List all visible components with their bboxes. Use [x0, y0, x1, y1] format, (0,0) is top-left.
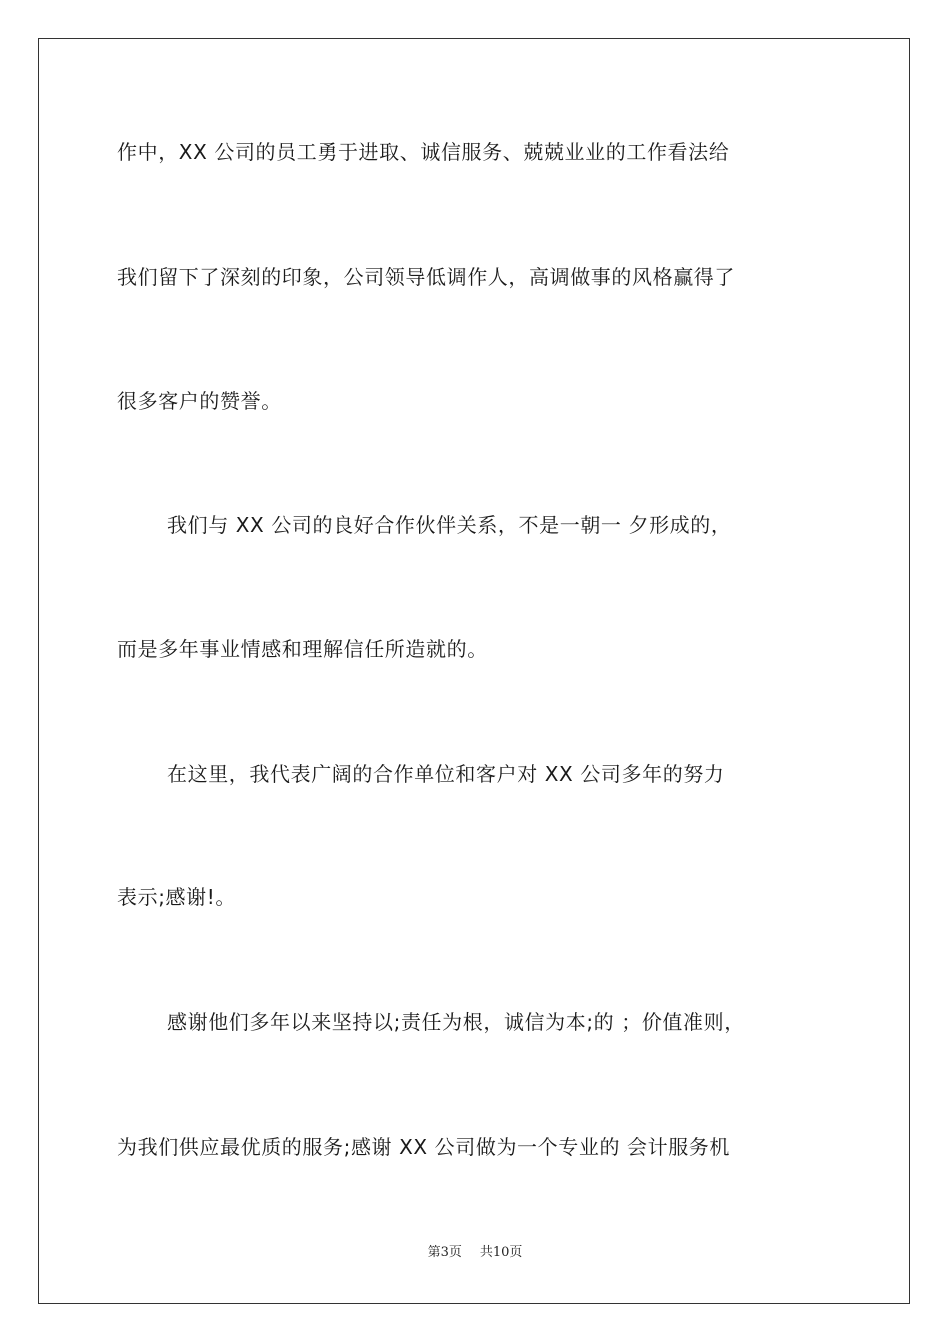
paragraph-line-5: 而是多年事业情感和理解信任所造就的。 [117, 637, 488, 661]
paragraph-line-6: 在这里，我代表广阔的合作单位和客户对 XX 公司多年的努力 [167, 762, 725, 786]
page-number: 第3页 [427, 1245, 462, 1260]
page-border [38, 38, 910, 1304]
paragraph-line-4: 我们与 XX 公司的良好合作伙伴关系，不是一朝一 夕形成的， [167, 513, 732, 537]
paragraph-line-3: 很多客户的赞誉。 [117, 389, 282, 413]
paragraph-line-7: 表示;感谢!。 [117, 885, 236, 909]
paragraph-line-1: 作中，XX 公司的员工勇于进取、诚信服务、兢兢业业的工作看法给 [117, 140, 730, 164]
paragraph-line-9: 为我们供应最优质的服务;感谢 XX 公司做为一个专业的 会计服务机 [117, 1135, 731, 1159]
page-total: 共10页 [479, 1245, 523, 1260]
paragraph-line-2: 我们留下了深刻的印象，公司领导低调作人，高调做事的风格赢得了 [117, 265, 735, 289]
page-footer [0, 1244, 950, 1262]
paragraph-line-8: 感谢他们多年以来坚持以;责任为根，诚信为本;的 ；价值准则， [167, 1010, 745, 1034]
